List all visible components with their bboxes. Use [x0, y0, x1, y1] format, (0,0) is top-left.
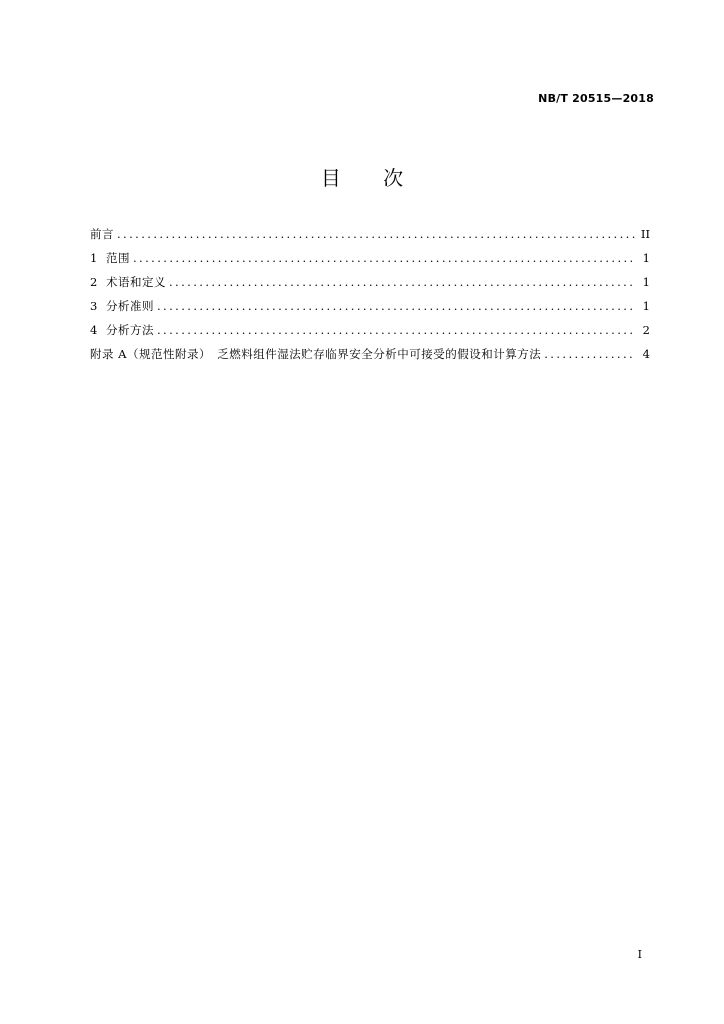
toc-entry-title: 分析方法 — [106, 323, 154, 337]
toc-leader-dots — [544, 347, 636, 361]
toc-entry-title: 附录 A（规范性附录） 乏燃料组件湿法贮存临界安全分析中可接受的假设和计算方法 — [90, 347, 542, 361]
toc-entry-title: 术语和定义 — [106, 275, 166, 289]
toc-entry-criteria[interactable] — [90, 298, 650, 322]
table-of-contents — [90, 226, 650, 370]
toc-entry-number: 1 — [90, 251, 98, 265]
toc-entry-appendix-a[interactable] — [90, 346, 650, 370]
toc-leader-dots — [117, 227, 636, 241]
toc-leader-dots — [169, 275, 636, 289]
toc-entry-page: 2 — [642, 323, 650, 337]
toc-entry-scope[interactable] — [90, 250, 650, 274]
page-number: I — [637, 948, 642, 961]
toc-entry-title: 分析准则 — [106, 299, 154, 313]
toc-leader-dots — [157, 323, 636, 337]
standard-code: NB/T 20515—2018 — [538, 92, 654, 105]
toc-entry-number: 4 — [90, 323, 98, 337]
toc-entry-number: 2 — [90, 275, 98, 289]
toc-entry-foreword[interactable] — [90, 226, 650, 250]
toc-leader-dots — [157, 299, 636, 313]
toc-entry-page: 1 — [642, 299, 650, 313]
toc-entry-title: 范围 — [106, 251, 130, 265]
toc-entry-title: 前言 — [90, 227, 114, 241]
toc-entry-terms[interactable] — [90, 274, 650, 298]
toc-entry-page: 1 — [642, 275, 650, 289]
toc-entry-number: 3 — [90, 299, 98, 313]
toc-leader-dots — [133, 251, 636, 265]
toc-entry-methods[interactable] — [90, 322, 650, 346]
toc-entry-page: 4 — [642, 347, 650, 361]
toc-entry-page: 1 — [642, 251, 650, 265]
toc-entry-page: II — [640, 227, 650, 241]
page-title: 目 次 — [320, 166, 422, 190]
